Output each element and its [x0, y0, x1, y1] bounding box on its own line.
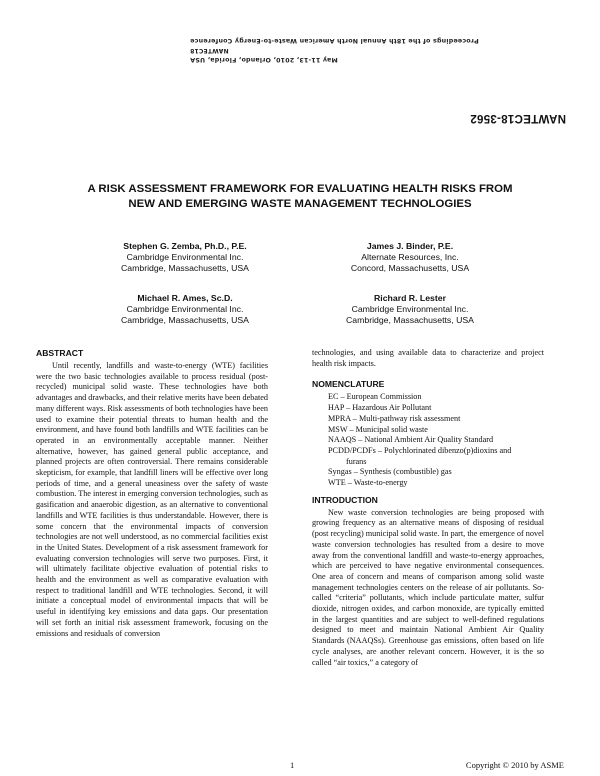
- nomenclature-item: NAAQS – National Ambient Air Quality Standard: [328, 435, 494, 445]
- copyright-notice: Copyright © 2010 by ASME: [465, 760, 564, 770]
- author-name: James J. Binder, P.E.: [366, 241, 454, 251]
- nomenclature-list: [312, 392, 544, 488]
- introduction-heading: INTRODUCTION: [312, 494, 378, 505]
- page-number: 1: [290, 760, 295, 770]
- author-location: Cambridge, Massachusetts, USA: [121, 263, 249, 273]
- author-block: [300, 241, 520, 274]
- author-org: Cambridge Environmental Inc.: [351, 304, 469, 314]
- author-location: Cambridge, Massachusetts, USA: [346, 315, 474, 325]
- author-location: Cambridge, Massachusetts, USA: [121, 315, 249, 325]
- title-line-2: NEW AND EMERGING WASTE MANAGEMENT TECHNOLOGIES: [128, 197, 472, 210]
- abstract-continuation: technologies, and using available data to characterize and project health risk impacts.: [312, 348, 544, 368]
- author-location: Concord, Massachusetts, USA: [350, 263, 470, 273]
- nomenclature-item: WTE – Waste-to-energy: [328, 478, 408, 488]
- nomenclature-item: HAP – Hazardous Air Pollutant: [328, 403, 432, 413]
- conference-dates: May 11-13, 2010, Orlando, Florida, USA: [190, 56, 338, 63]
- title-line-1: A RISK ASSESSMENT FRAMEWORK FOR EVALUATING HEALTH RISKS FROM: [87, 183, 513, 195]
- conference-code: NAWTEC18: [190, 47, 229, 54]
- author-block: [75, 241, 295, 274]
- nomenclature-item-text: PCDD/PCDFs – Polychlorinated dibenzo(p)dioxins and: [328, 445, 512, 455]
- author-name: Richard R. Lester: [374, 293, 446, 303]
- author-block: [300, 293, 520, 326]
- right-column: [312, 348, 544, 668]
- author-org: Cambridge Environmental Inc.: [126, 304, 244, 314]
- nomenclature-item: Syngas – Synthesis (combustible) gas: [328, 467, 452, 477]
- author-org: Cambridge Environmental Inc.: [126, 252, 244, 262]
- abstract-heading: ABSTRACT: [36, 348, 84, 358]
- abstract-text: Until recently, landfills and waste-to-energy (WTE) facilities were the two basic technologies available to process residual (post-recycled) municipal solid waste. These technologies have both advantages and drawbacks, and their relative merits have been debated many different ways. Risk assessments of both technologies have been used to examine their potential threats to human health and the environment, and have found both landfills and WTE facilities can be operated in an environmentally acceptable manner. Neither alternative, however, has gained general public acceptance, and planned projects are often controversial. There remains considerable skepticism, for example, that landfill liners will be effective over long periods of time, and a general uneasiness over the safety of waste combustion. The interest in emerging conversion technologies, such as gasification and anaerobic digestion, as an alternative to conventional landfills and WTE facilities is thus understandable. However, there is some concern that the environmental impacts of conversion technologies are not well understood, as no commercial facilities exist in the United States. Development of a risk assessment framework for evaluating conversion technologies will serve two purposes. First, it will ultimately facilitate objective evaluation of potential risks to health and the environment as well as comparative evaluation with respect to traditional landfill and WTE technologies. Second, it will initiate a conceptual model of environmental impacts that will be useful in identifying key emissions and data gaps. Our presentation will set forth an initial risk assessment framework, focusing on the emissions and residuals of conversion: [36, 361, 268, 638]
- nomenclature-heading: NOMENCLATURE: [312, 379, 385, 390]
- paper-title: [60, 182, 540, 211]
- author-block: [75, 293, 295, 326]
- nomenclature-item: EC – European Commission: [328, 392, 422, 402]
- author-org: Alternate Resources, Inc.: [361, 252, 459, 262]
- paper-id: NAWTEC18-3562: [470, 112, 566, 124]
- introduction-text: New waste conversion technologies are being proposed with growing frequency as an alternative means of disposing of residual (post recycling) municipal solid waste. In part, the emergence of novel waste conversion technologies has resulted from a desire to move away from the conventional landfill and waste-to-energy approaches, which are perceived to have negative environmental consequences. One area of concern and means of comparison among solid waste management technologies centers on the release of air pollutants. So-called “criteria” pollutants, which include particulate matter, sulfur dioxide, nitrogen oxides, and carbon monoxide, are typically emitted in the largest quantities and are subject to well-defined regulations designed to meet and maintain National Ambient Air Quality Standards (NAAQSs). Greenhouse gas emissions, often based on life cycle analyses, are another relevant concern. However, it is the so called “air toxics,” a category of: [312, 507, 544, 667]
- nomenclature-item: [328, 446, 544, 467]
- nomenclature-item: MSW – Municipal solid waste: [328, 424, 428, 434]
- author-name: Stephen G. Zemba, Ph.D., P.E.: [123, 241, 247, 251]
- left-column: [36, 348, 268, 639]
- proceedings-header: Proceedings of the 18th Annual North American Waste-to-Energy Conference: [190, 37, 479, 44]
- nomenclature-item-continuation: furans: [346, 456, 367, 466]
- nomenclature-item: MPRA – Multi-pathway risk assessment: [328, 413, 461, 423]
- author-name: Michael R. Ames, Sc.D.: [137, 293, 233, 303]
